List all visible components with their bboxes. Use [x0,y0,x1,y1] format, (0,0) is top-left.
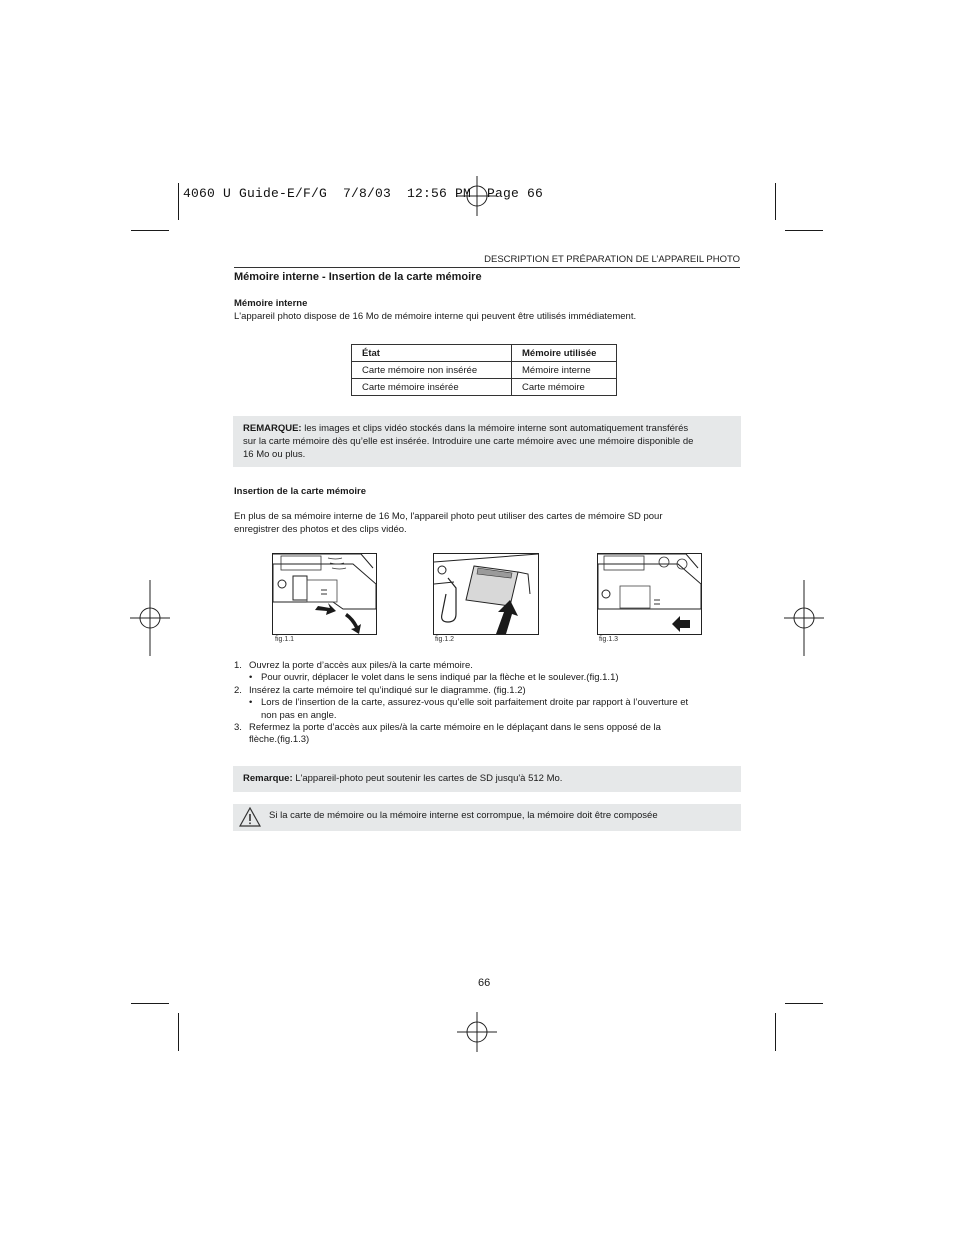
table-header-cell: Mémoire utilisée [512,345,617,362]
step-text: Ouvrez la porte d’accès aux piles/à la carte mémoire. [249,660,473,671]
note-line: 16 Mo ou plus. [243,448,306,460]
page-number: 66 [478,977,491,989]
camera-door-open-illustration [273,554,376,634]
insertion-text [234,511,740,536]
crop-mark [775,183,776,220]
remark-text: L'appareil-photo peut soutenir les cartes de SD jusqu'à 512 Mo. [295,773,563,784]
print-slug-line: 4060 U Guide-E/F/G 7/8/03 12:56 PM Page 66 [183,186,544,201]
note-label: REMARQUE: [243,423,302,434]
step-text: Insérez la carte mémoire tel qu’indiqué sur le diagramme. (fig.1.2) [249,684,526,696]
bullet: • [249,697,253,709]
internal-memory-heading: Mémoire interne [234,298,308,309]
section-title: Mémoire interne - Insertion de la carte mémoire [234,271,482,283]
sd-card-insert-illustration [434,554,538,634]
insertion-line: En plus de sa mémoire interne de 16 Mo, l'appareil photo peut utiliser des cartes de mémoire SD pour [234,511,663,522]
list-item [234,710,734,722]
table-header-row [352,345,617,362]
instruction-steps [234,660,734,747]
crop-mark [785,230,823,231]
step-text: flèche.(fig.1.3) [249,734,310,746]
step-text: Lors de l’insertion de la carte, assurez-vous qu’elle soit parfaitement droite par rapport à l’ouverture et [261,697,689,709]
table-header-cell: État [352,345,512,362]
crop-mark [178,183,179,220]
insertion-line: enregistrer des photos et des clips vidéo. [234,523,407,535]
figure-1-1 [272,553,377,635]
step-number: 1. [234,660,242,671]
table-cell: Carte mémoire non insérée [352,362,512,379]
warning-triangle-icon [239,807,261,827]
note-line [243,423,731,436]
step-text: Pour ouvrir, déplacer le volet dans le sens indiqué par la flèche et le soulever.(fig.1.1) [261,672,619,684]
figure-caption: fig.1.2 [435,636,455,643]
step-number: 2. [234,684,242,696]
registration-mark-icon [130,580,170,656]
figure-caption: fig.1.3 [599,636,619,643]
step-text: non pas en angle. [261,709,337,721]
table-row [352,379,617,396]
step-text: Refermez la porte d’accès aux piles/à la carte mémoire en le déplaçant dans le sens opposé de la [249,722,661,734]
crop-mark [131,1003,169,1004]
crop-mark [775,1013,776,1051]
crop-mark [178,1013,179,1051]
warning-box [233,804,741,831]
list-item [234,697,734,709]
list-item [234,672,734,684]
camera-door-close-illustration [598,554,701,634]
crop-mark [131,230,169,231]
list-item [234,722,734,734]
registration-mark-icon [457,1012,497,1052]
note-text: les images et clips vidéo stockés dans la mémoire interne sont automatiquement transférés [304,423,689,434]
table-cell: Carte mémoire insérée [352,379,512,396]
table-row [352,362,617,379]
list-item [234,685,734,697]
figure-caption: fig.1.1 [275,636,295,643]
note-line: sur la carte mémoire dès qu’elle est insérée. Introduire une carte mémoire avec une mémoire disponible de [243,435,694,447]
bullet: • [249,672,253,684]
remark-box [233,766,741,792]
warning-text: Si la carte de mémoire ou la mémoire interne est corrompue, la mémoire doit être composée [269,810,658,821]
registration-mark-icon [784,580,824,656]
insertion-heading: Insertion de la carte mémoire [234,486,366,497]
running-head: DESCRIPTION ET PRÉPARATION DE L’APPAREIL PHOTO [234,254,740,268]
note-box [233,416,741,467]
figure-1-3 [597,553,702,635]
step-number: 3. [234,722,242,734]
figure-1-2 [433,553,539,635]
list-item [234,734,734,746]
table-cell: Mémoire interne [512,362,617,379]
table-cell: Carte mémoire [512,379,617,396]
memory-state-table [351,344,617,396]
crop-mark [785,1003,823,1004]
remark-label: Remarque: [243,773,293,784]
internal-memory-text: L'appareil photo dispose de 16 Mo de mémoire interne qui peuvent être utilisés immédiatement. [234,311,637,322]
list-item [234,660,734,672]
